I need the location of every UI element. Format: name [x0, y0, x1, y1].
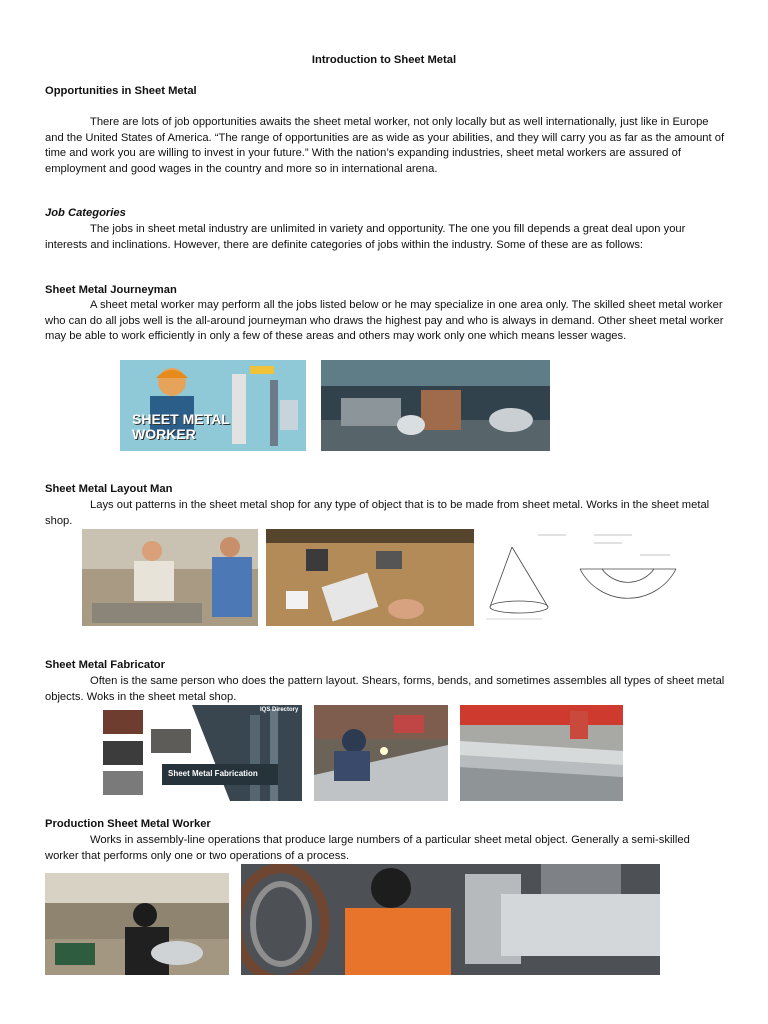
factory-floor-photo	[321, 360, 550, 451]
paragraph-production-text: Works in assembly-line operations that produce large numbers of a particular sheet metal object. Generally a semi-skilled worker that performs only one or two operations of a process.	[45, 834, 690, 862]
heading-fabricator: Sheet Metal Fabricator	[45, 659, 165, 671]
heading-layout-man: Sheet Metal Layout Man	[45, 483, 173, 495]
paragraph-opportunities	[45, 115, 725, 177]
paragraph-fabricator-text: Often is the same person who does the pattern layout. Shears, forms, bends, and sometimes assembles all types of sheet metal objects. Woks in the sheet metal shop.	[45, 675, 725, 703]
paragraph-job-categories	[45, 222, 725, 253]
production-worker-photo-2	[241, 864, 660, 975]
layout-workers-photo	[82, 529, 258, 626]
fabrication-collage-image	[100, 705, 302, 801]
paragraph-layout-man-text: Lays out patterns in the sheet metal shop for any type of object that is to be made from sheet metal. Works in the sheet metal shop.	[45, 499, 710, 527]
layout-table-photo	[266, 529, 474, 626]
paragraph-layout-man	[45, 498, 725, 529]
heading-job-categories: Job Categories	[45, 207, 126, 219]
cone-pattern-diagram	[482, 529, 677, 626]
paragraph-journeyman-text: A sheet metal worker may perform all the jobs listed below or he may specialize in one area only. The skilled sheet metal worker who can do all jobs well is the all-around journeyman who draws the highest pay and who is always in demand. Other sheet metal worker may be able to work efficiently in only a few of these areas and others may work only one which means lesser wages.	[45, 299, 724, 343]
image-caption-line1: SHEET METAL	[132, 411, 230, 427]
paragraph-opportunities-text: There are lots of job opportunities awaits the sheet metal worker, not only locally but as well internationally, just like in Europe and the United States of America. “The range of opportunities are as wide as your abilities, and they will carry you as far as the amount of time and work you are willing to invest in your future.” With the nation’s expanding industries, sheet metal workers are assured of employment and good wages in the country and more so in international arena.	[45, 116, 725, 175]
heading-production: Production Sheet Metal Worker	[45, 818, 211, 830]
paragraph-journeyman	[45, 298, 725, 345]
production-worker-photo-1	[45, 873, 229, 975]
page-title: Introduction to Sheet Metal	[311, 54, 457, 66]
paragraph-production	[45, 833, 725, 864]
paragraph-job-categories-text: The jobs in sheet metal industry are unlimited in variety and opportunity. The one you fill depends a great deal upon your interests and inclinations. However, there are definite categories of jobs within the industry. Some of these are as follows:	[45, 223, 686, 251]
fabrication-logo-text: IQS Directory	[260, 707, 299, 713]
welding-photo	[314, 705, 448, 801]
heading-opportunities: Opportunities in Sheet Metal	[45, 85, 197, 97]
heading-journeyman: Sheet Metal Journeyman	[45, 284, 177, 296]
metal-sheets-stack-photo	[460, 705, 623, 801]
fabrication-banner-text: Sheet Metal Fabrication	[168, 769, 258, 778]
image-caption-line2: WORKER	[132, 426, 196, 442]
sheet-metal-worker-illustration	[120, 360, 306, 451]
paragraph-fabricator	[45, 674, 725, 705]
